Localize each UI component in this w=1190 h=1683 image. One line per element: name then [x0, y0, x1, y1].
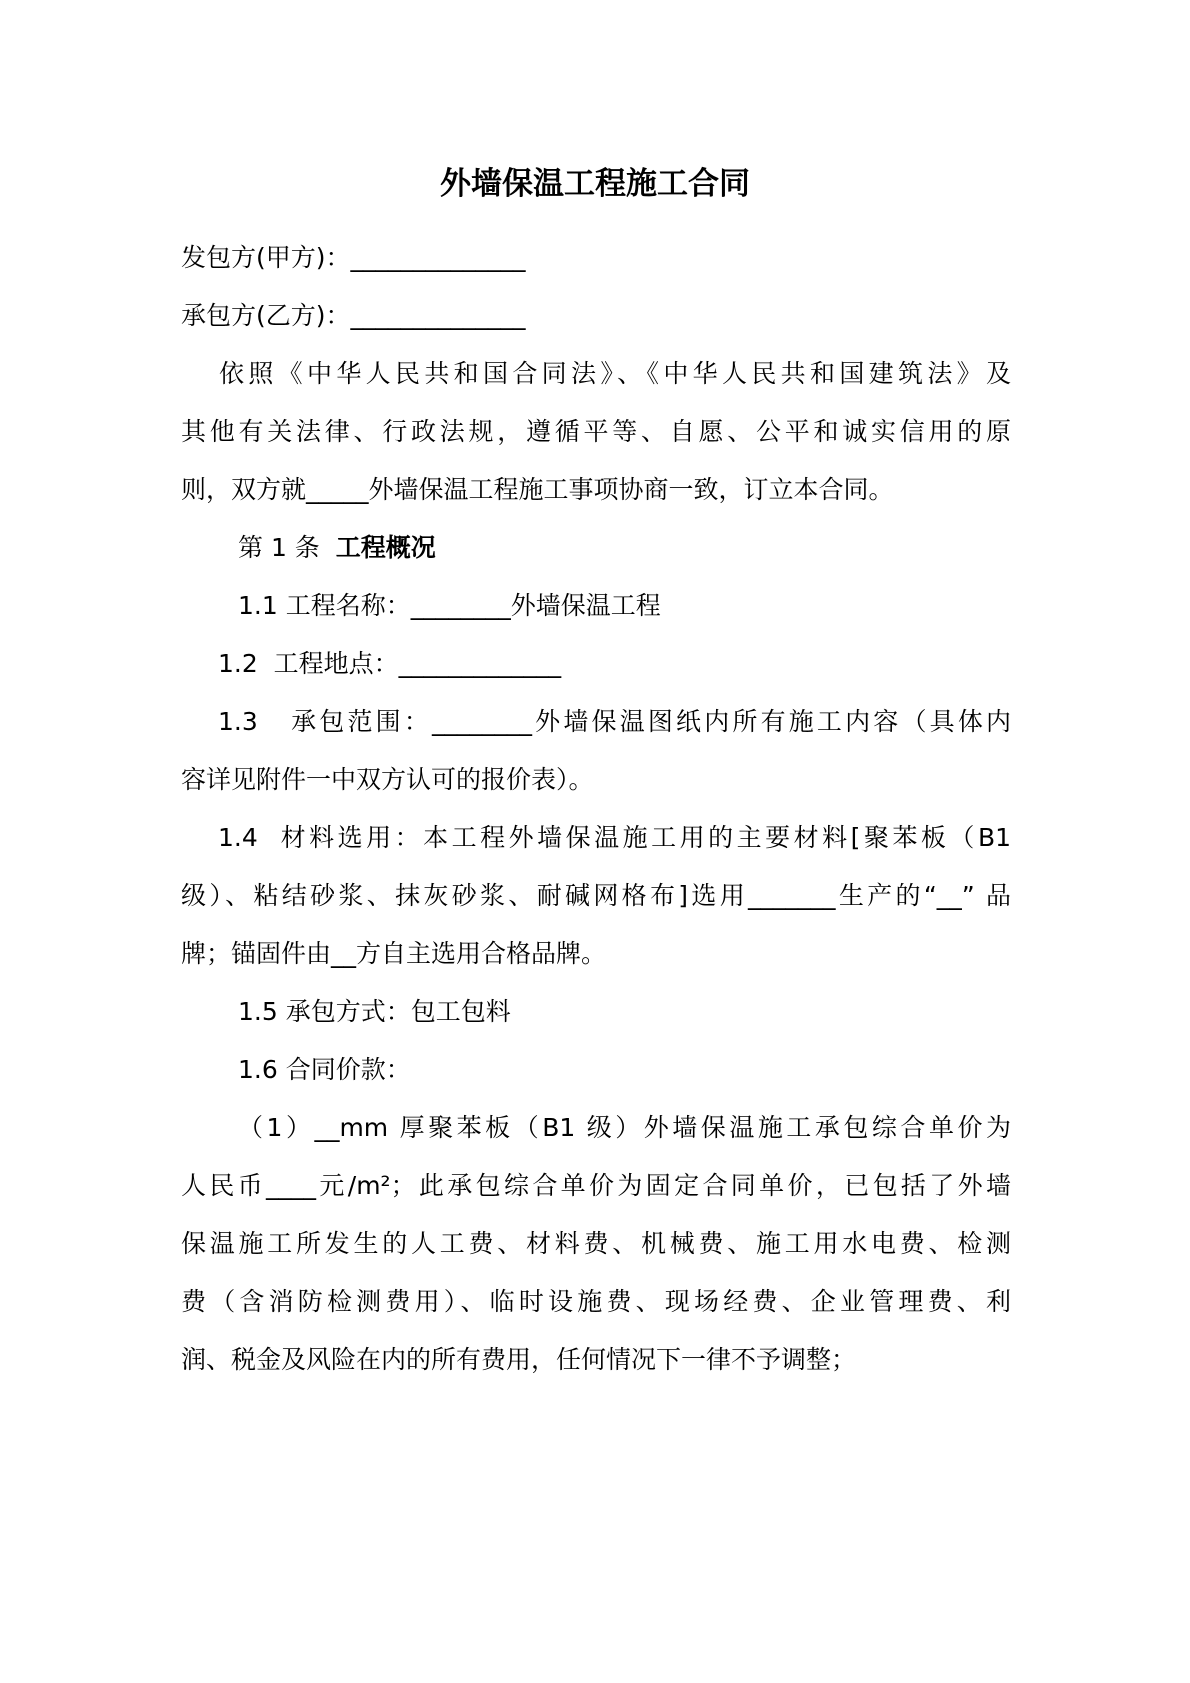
- clause-1-4-line-3: 牌；锚固件由__方自主选用合格品牌。: [181, 939, 607, 968]
- party-a-line: 发包方(甲方)：______________: [181, 243, 526, 272]
- article-title: 工程概况: [335, 533, 436, 562]
- preamble-line-3: 则，双方就_____外墙保温工程施工事项协商一致，订立本合同。: [181, 475, 894, 504]
- clause-1-5: 1.5 承包方式：包工包料: [238, 997, 511, 1026]
- clause-1-3-line-1: 1.3 承包范围：________外墙保温图纸内所有施工内容（具体内: [218, 707, 1011, 736]
- clause-1-2: 1.2 工程地点：_____________: [218, 649, 562, 678]
- clause-1-4-line-2: 级）、粘结砂浆、抹灰砂浆、耐碱网格布]选用_______生产的“__” 品: [181, 881, 1011, 910]
- document-title: 外墙保温工程施工合同: [440, 166, 750, 202]
- preamble-line-2: 其他有关法律、行政法规，遵循平等、自愿、公平和诚实信用的原: [181, 417, 1011, 446]
- clause-1-4-line-1: 1.4 材料选用：本工程外墙保温施工用的主要材料[聚苯板（B1: [218, 823, 1011, 852]
- article-number: 第 1 条: [238, 533, 336, 562]
- clause-1-6: 1.6 合同价款：: [238, 1055, 411, 1084]
- party-b-line: 承包方(乙方)：______________: [181, 301, 526, 330]
- clause-1-6-item-1-line-5: 润、税金及风险在内的所有费用，任何情况下一律不予调整；: [181, 1345, 857, 1374]
- preamble-line-1: 依照《中华人民共和国合同法》、《中华人民共和国建筑法》及: [219, 359, 1011, 388]
- clause-1-6-item-1-line-3: 保温施工所发生的人工费、材料费、机械费、施工用水电费、检测: [181, 1229, 1011, 1258]
- article-1-heading: [238, 528, 1011, 568]
- clause-1-6-item-1-line-2: 人民币____元/m²；此承包综合单价为固定合同单价，已包括了外墙: [181, 1171, 1011, 1200]
- clause-1-6-item-1-line-4: 费（含消防检测费用）、临时设施费、现场经费、企业管理费、利: [181, 1287, 1011, 1316]
- clause-1-6-item-1-line-1: （1）__mm 厚聚苯板（B1 级）外墙保温施工承包综合单价为: [238, 1113, 1011, 1142]
- clause-1-1: 1.1 工程名称：________外墙保温工程: [238, 591, 661, 620]
- clause-1-3-line-2: 容详见附件一中双方认可的报价表）。: [181, 765, 594, 794]
